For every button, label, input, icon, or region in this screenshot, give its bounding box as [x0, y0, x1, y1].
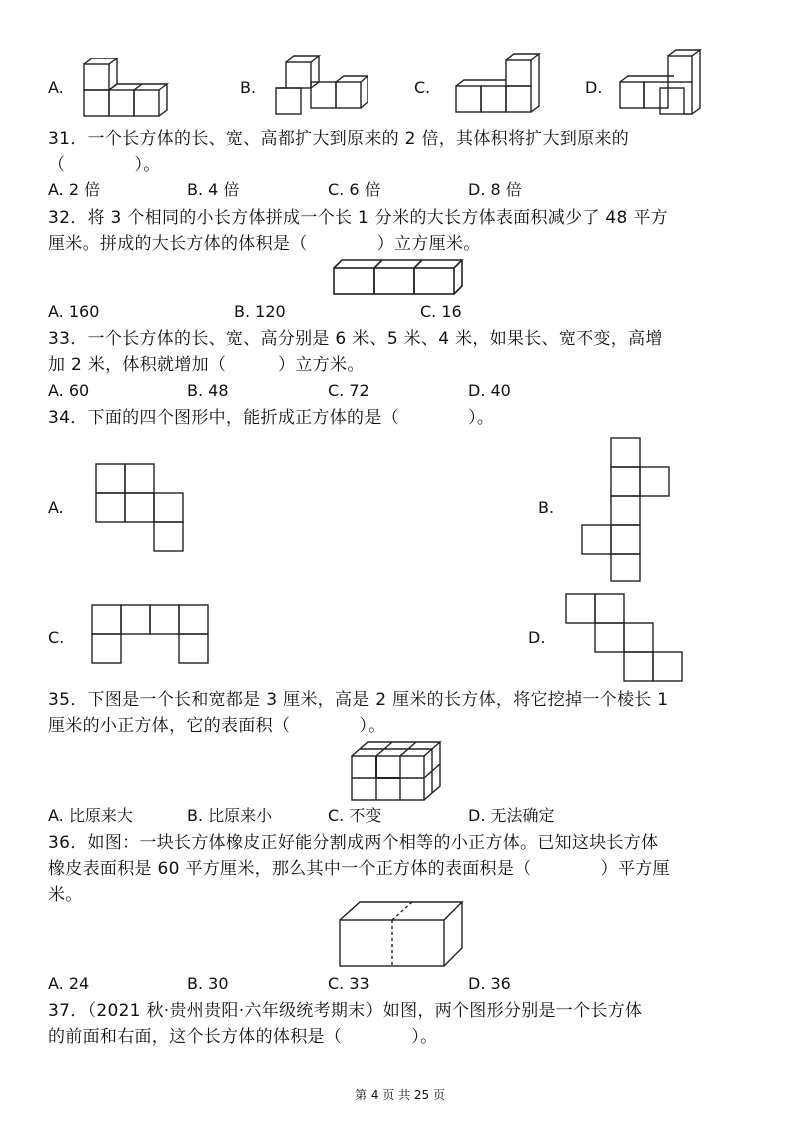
q35-option-d: D. 无法确定 — [468, 806, 555, 825]
q30-option-a-figure — [80, 58, 170, 120]
q34-option-c-label: C. — [48, 628, 65, 647]
q35-option-a: A. 比原来大 — [48, 806, 133, 825]
q32-option-b: B. 120 — [234, 302, 286, 321]
q30-option-a-label: A. — [48, 78, 64, 97]
q30-option-d-label: D. — [585, 78, 603, 97]
q31-question-line1: 31．一个长方体的长、宽、高都扩大到原来的 2 倍，其体积将扩大到原来的 — [48, 129, 630, 149]
q30-option-c-label: C. — [414, 78, 431, 97]
q36-option-a: A. 24 — [48, 974, 90, 993]
q30-option-c-figure — [452, 52, 548, 118]
q36-option-c: C. 33 — [328, 974, 370, 993]
q35-question-line1: 35．下图是一个长和宽都是 3 厘米，高是 2 厘米的长方体，将它挖掉一个棱长 1 — [48, 690, 669, 710]
q35-option-c: C. 不变 — [328, 806, 382, 825]
q36-eraser-figure — [338, 898, 466, 970]
q30-option-d-figure — [618, 48, 710, 120]
q31-option-b: B. 4 倍 — [187, 180, 240, 199]
q32-question-line2: 厘米。拼成的大长方体的体积是（ ）立方厘米。 — [48, 234, 481, 254]
q34-option-a-net — [94, 462, 186, 554]
q36-question-line1: 36．如图：一块长方体橡皮正好能分割成两个相等的小正方体。已知这块长方体 — [48, 833, 659, 853]
q31-question-line2: （ ）。 — [48, 155, 161, 175]
q30-option-b-label: B. — [240, 78, 257, 97]
q34-option-b-net — [580, 436, 672, 584]
q33-option-a: A. 60 — [48, 381, 90, 400]
q35-option-b: B. 比原来小 — [187, 806, 273, 825]
q34-option-c-net — [90, 603, 212, 665]
q36-option-b: B. 30 — [187, 974, 229, 993]
q30-option-b-figure — [272, 52, 368, 118]
q36-question-line3: 米。 — [48, 885, 83, 905]
q33-option-b: B. 48 — [187, 381, 229, 400]
q36-option-d: D. 36 — [468, 974, 511, 993]
q33-option-c: C. 72 — [328, 381, 370, 400]
q33-question-line1: 33．一个长方体的长、宽、高分别是 6 米、5 米、4 米，如果长、宽不变，高增 — [48, 329, 663, 349]
q34-option-a-label: A. — [48, 498, 64, 517]
q36-question-line2: 橡皮表面积是 60 平方厘米，那么其中一个正方体的表面积是（ ）平方厘 — [48, 859, 670, 879]
q34-option-b-label: B. — [538, 498, 555, 517]
q33-question-line2: 加 2 米，体积就增加（ ）立方米。 — [48, 355, 365, 375]
q31-option-d: D. 8 倍 — [468, 180, 522, 199]
q32-option-c: C. 16 — [420, 302, 462, 321]
q35-question-line2: 厘米的小正方体，它的表面积（ ）。 — [48, 716, 386, 736]
q32-cuboid-figure — [332, 258, 472, 298]
q31-option-c: C. 6 倍 — [328, 180, 381, 199]
page-number-footer: 第 4 页 共 25 页 — [355, 1088, 445, 1102]
q34-option-d-label: D. — [528, 628, 546, 647]
q37-question-line2: 的前面和右面，这个长方体的体积是（ ）。 — [48, 1027, 438, 1047]
q34-question-line1: 34．下面的四个图形中，能折成正方体的是（ ）。 — [48, 408, 495, 428]
q35-cuboid-figure — [350, 740, 450, 802]
q37-question-line1: 37．（2021 秋·贵州贵阳·六年级统考期末）如图，两个图形分别是一个长方体 — [48, 1001, 643, 1021]
q34-option-d-net — [564, 592, 686, 684]
q32-option-a: A. 160 — [48, 302, 100, 321]
q32-question-line1: 32．将 3 个相同的小长方体拼成一个长 1 分米的大长方体表面积减少了 48 平方 — [48, 208, 668, 228]
q31-option-a: A. 2 倍 — [48, 180, 101, 199]
q33-option-d: D. 40 — [468, 381, 511, 400]
